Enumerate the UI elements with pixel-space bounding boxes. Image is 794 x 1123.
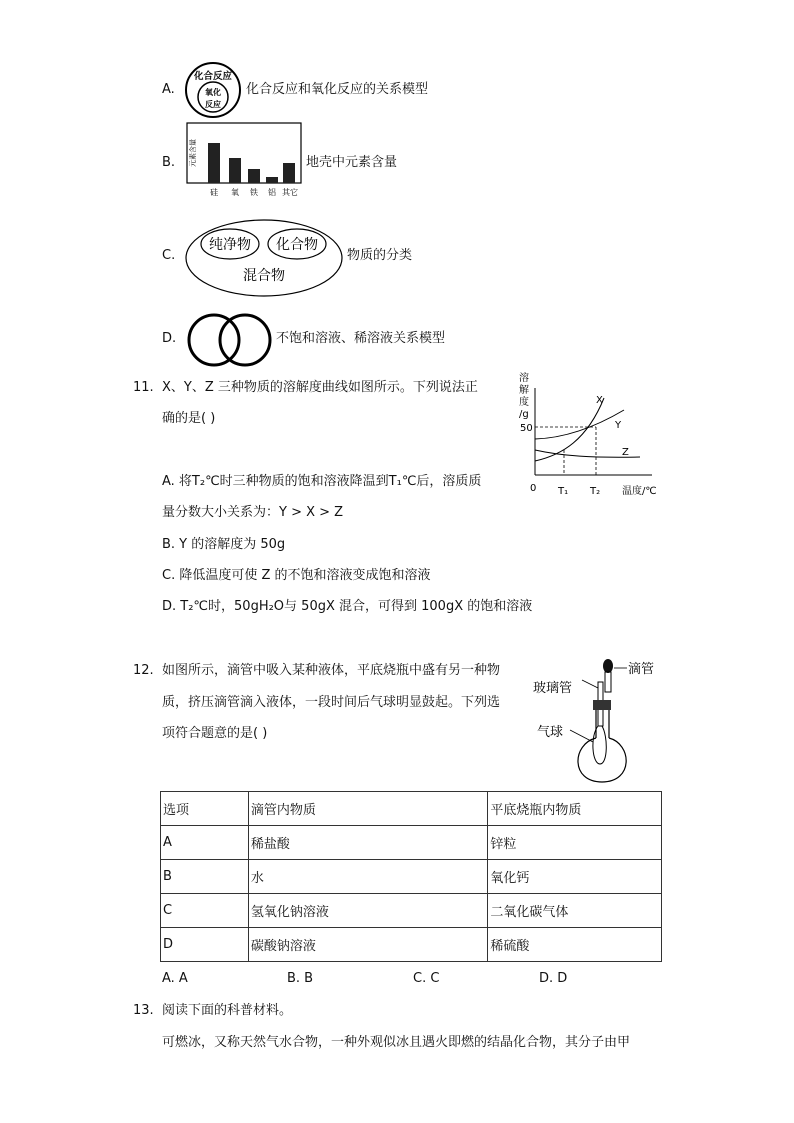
table-cell: D (161, 928, 249, 962)
q11-option-c: C. 降低温度可使 Z 的不饱和溶液变成饱和溶液 (162, 568, 431, 583)
q10-b-xtick-5: 其它 (282, 188, 298, 197)
q11-option-d: D. T₂℃时，50gH₂O与 50gX 混合，可得到 100gX 的饱和溶液 (162, 599, 533, 614)
q11-curve-x-label: X (596, 395, 603, 406)
table-cell: 碳酸钠溶液 (248, 928, 488, 962)
q11-graph-y50: 50 (520, 423, 533, 434)
q10-d-text: 不饱和溶液、稀溶液关系模型 (276, 331, 446, 346)
table-cell: 稀硫酸 (488, 928, 662, 962)
q11-curve-y-label: Y (615, 420, 622, 431)
q11-graph-ylabel-4: /g (519, 409, 529, 420)
q11-graph-t1: T₁ (558, 486, 569, 497)
table-cell: 氢氧化钠溶液 (248, 894, 488, 928)
q12-answer-c: C. C (413, 971, 440, 986)
q11-graph-xlabel: 温度/℃ (622, 486, 657, 497)
table-cell: 水 (248, 860, 488, 894)
q10-b-letter: B. (162, 155, 176, 170)
q10-b-bar-other (283, 163, 295, 183)
q11-curve-y (535, 410, 624, 439)
q11-option-a-line-2: 量分数大小关系为：Y > X > Z (162, 505, 344, 520)
q10-b-xtick-3: 铁 (250, 188, 258, 197)
q11-graph-ylabel-1: 溶 (519, 373, 529, 384)
q12-fig-balloon-label: 气球 (537, 725, 564, 740)
table-cell: B (161, 860, 249, 894)
q11-solubility-graph (512, 370, 668, 500)
q12-fig-dropper-label: 滴管 (628, 662, 655, 677)
table-cell: A (161, 826, 249, 860)
q11-stem-line-2: 确的是( ) (162, 411, 216, 426)
q12-answer-d: D. D (539, 971, 568, 986)
table-header-cell: 滴管内物质 (248, 792, 488, 826)
q11-graph-ylabel-3: 度 (519, 397, 529, 408)
q11-number: 11. (133, 380, 154, 395)
q12-answer-a: A. A (162, 971, 188, 986)
q11-graph-origin: 0 (530, 483, 537, 494)
q10-b-ylabel: 元素含量 (189, 139, 197, 167)
q12-answer-b: B. B (287, 971, 314, 986)
q10-a-text: 化合反应和氧化反应的关系模型 (246, 82, 429, 97)
q10-b-xtick-2: 氧 (231, 188, 239, 197)
q12-apparatus-figure (530, 652, 666, 788)
q10-c-label-2: 化合物 (276, 237, 318, 253)
q10-c-label-1: 纯净物 (209, 237, 251, 253)
q10-b-text: 地壳中元素含量 (306, 155, 398, 170)
q11-option-b: B. Y 的溶解度为 50g (162, 537, 286, 552)
table-row (161, 894, 662, 928)
q10-a-letter: A. (162, 82, 175, 97)
q11-graph-ylabel-2: 解 (519, 385, 529, 396)
q11-option-a-line-1: A. 将T₂℃时三种物质的饱和溶液降温到T₁℃后，溶质质 (162, 474, 482, 489)
table-cell: C (161, 894, 249, 928)
q12-number: 12. (133, 663, 154, 678)
table-row (161, 826, 662, 860)
q11-graph-t2: T₂ (590, 486, 601, 497)
table-cell: 二氧化碳气体 (488, 894, 662, 928)
q12-stem-line-3: 项符合题意的是( ) (162, 726, 268, 741)
q10-a-inner-label-1: 氧化 (205, 88, 221, 97)
q11-stem-line-1: X、Y、Z 三种物质的溶解度曲线如图所示。下列说法正 (162, 380, 478, 395)
table-header-row (161, 792, 662, 826)
q12-options-table (160, 791, 662, 962)
table-row (161, 860, 662, 894)
q10-c-outer-label: 混合物 (243, 268, 285, 284)
q13-number: 13. (133, 1003, 154, 1018)
table-cell: 稀盐酸 (248, 826, 488, 860)
q10-b-bar-chart (186, 122, 304, 202)
q10-b-xtick-4: 铝 (268, 188, 276, 197)
q10-d-diagram (184, 312, 276, 368)
table-header-cell: 选项 (161, 792, 249, 826)
q10-c-diagram (185, 218, 345, 298)
q10-b-bar-si (208, 143, 220, 183)
q10-c-text: 物质的分类 (347, 248, 413, 263)
table-row (161, 928, 662, 962)
q13-line-2: 可燃冰，又称天然气水合物，一种外观似冰且遇火即燃的结晶化合物，其分子由甲 (162, 1035, 631, 1050)
q11-curve-z-label: Z (622, 447, 629, 458)
table-header-cell: 平底烧瓶内物质 (488, 792, 662, 826)
q10-a-outer-label: 化合反应 (193, 71, 233, 82)
q10-a-inner-label-2: 反应 (205, 100, 221, 109)
q10-a-diagram (183, 62, 243, 118)
q12-stem-line-1: 如图所示，滴管中吸入某种液体，平底烧瓶中盛有另一种物 (162, 663, 501, 678)
table-cell: 氧化钙 (488, 860, 662, 894)
table-cell: 锌粒 (488, 826, 662, 860)
q12-stem-line-2: 质，挤压滴管滴入液体，一段时间后气球明显鼓起。下列选 (162, 695, 501, 710)
q10-b-bar-fe (248, 169, 260, 183)
q12-fig-tube-label: 玻璃管 (533, 681, 573, 696)
q10-d-letter: D. (162, 331, 177, 346)
q10-b-bar-o (229, 158, 241, 183)
q10-b-xtick-1: 硅 (210, 188, 218, 197)
q13-line-1: 阅读下面的科普材料。 (162, 1003, 293, 1018)
q10-c-letter: C. (162, 248, 176, 263)
q10-b-bar-al (266, 177, 278, 183)
